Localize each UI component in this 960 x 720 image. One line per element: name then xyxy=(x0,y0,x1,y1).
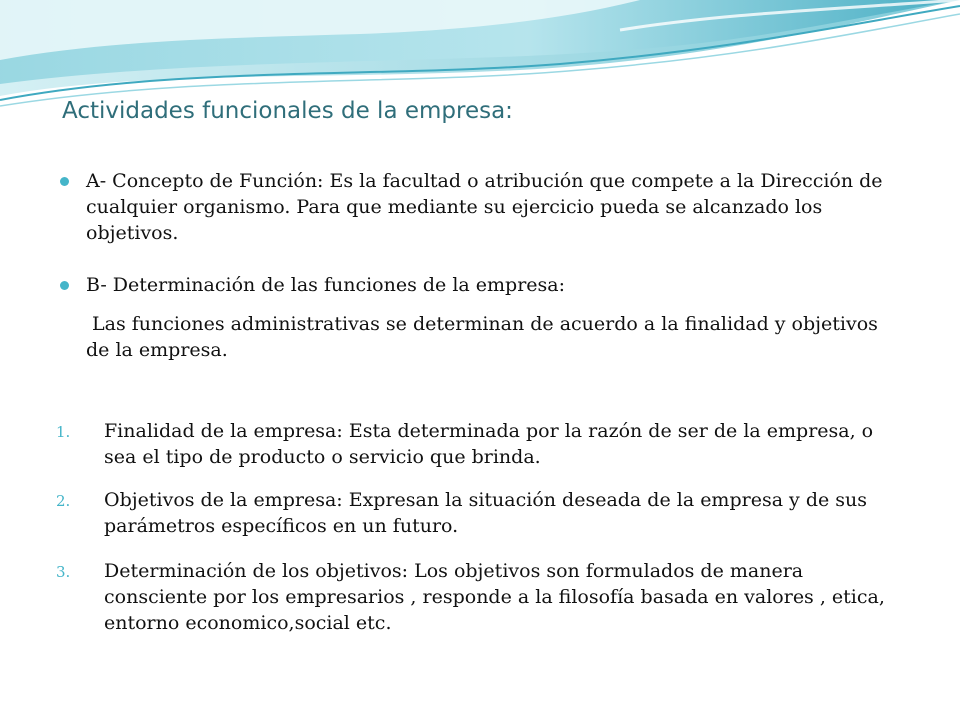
bullet-text: B- Determinación de las funciones de la empresa: xyxy=(86,274,565,296)
item-number: 2. xyxy=(56,492,71,510)
item-text: Determinación de los objetivos: Los objetivos son formulados de manera consciente por los empresarios , responde a la filosofía basada en valores , etica, entorno economico,social etc. xyxy=(104,560,885,634)
bullet-item xyxy=(86,272,892,298)
item-number: 1. xyxy=(56,423,71,441)
numbered-item xyxy=(56,418,904,470)
bullet-text: A- Concepto de Función: Es la facultad o atribución que compete a la Dirección de cualquier organismo. Para que mediante su ejercicio pueda se alcanzado los objetivos. xyxy=(86,170,883,244)
item-text: Objetivos de la empresa: Expresan la situación deseada de la empresa y de sus parámetros específicos en un futuro. xyxy=(104,489,868,537)
bullet-dot-icon xyxy=(60,281,69,290)
body-paragraph: Las funciones administrativas se determinan de acuerdo a la finalidad y objetivos de la empresa. xyxy=(86,313,878,361)
item-number: 3. xyxy=(56,563,71,581)
bullet-item xyxy=(86,168,892,246)
numbered-item xyxy=(56,558,904,636)
numbered-item xyxy=(56,487,904,539)
item-text: Finalidad de la empresa: Esta determinada por la razón de ser de la empresa, o sea el tipo de producto o servicio que brinda. xyxy=(104,420,874,468)
bullet-dot-icon xyxy=(60,177,69,186)
header-wave-decoration xyxy=(0,0,960,110)
slide-title: Actividades funcionales de la empresa: xyxy=(62,98,513,124)
